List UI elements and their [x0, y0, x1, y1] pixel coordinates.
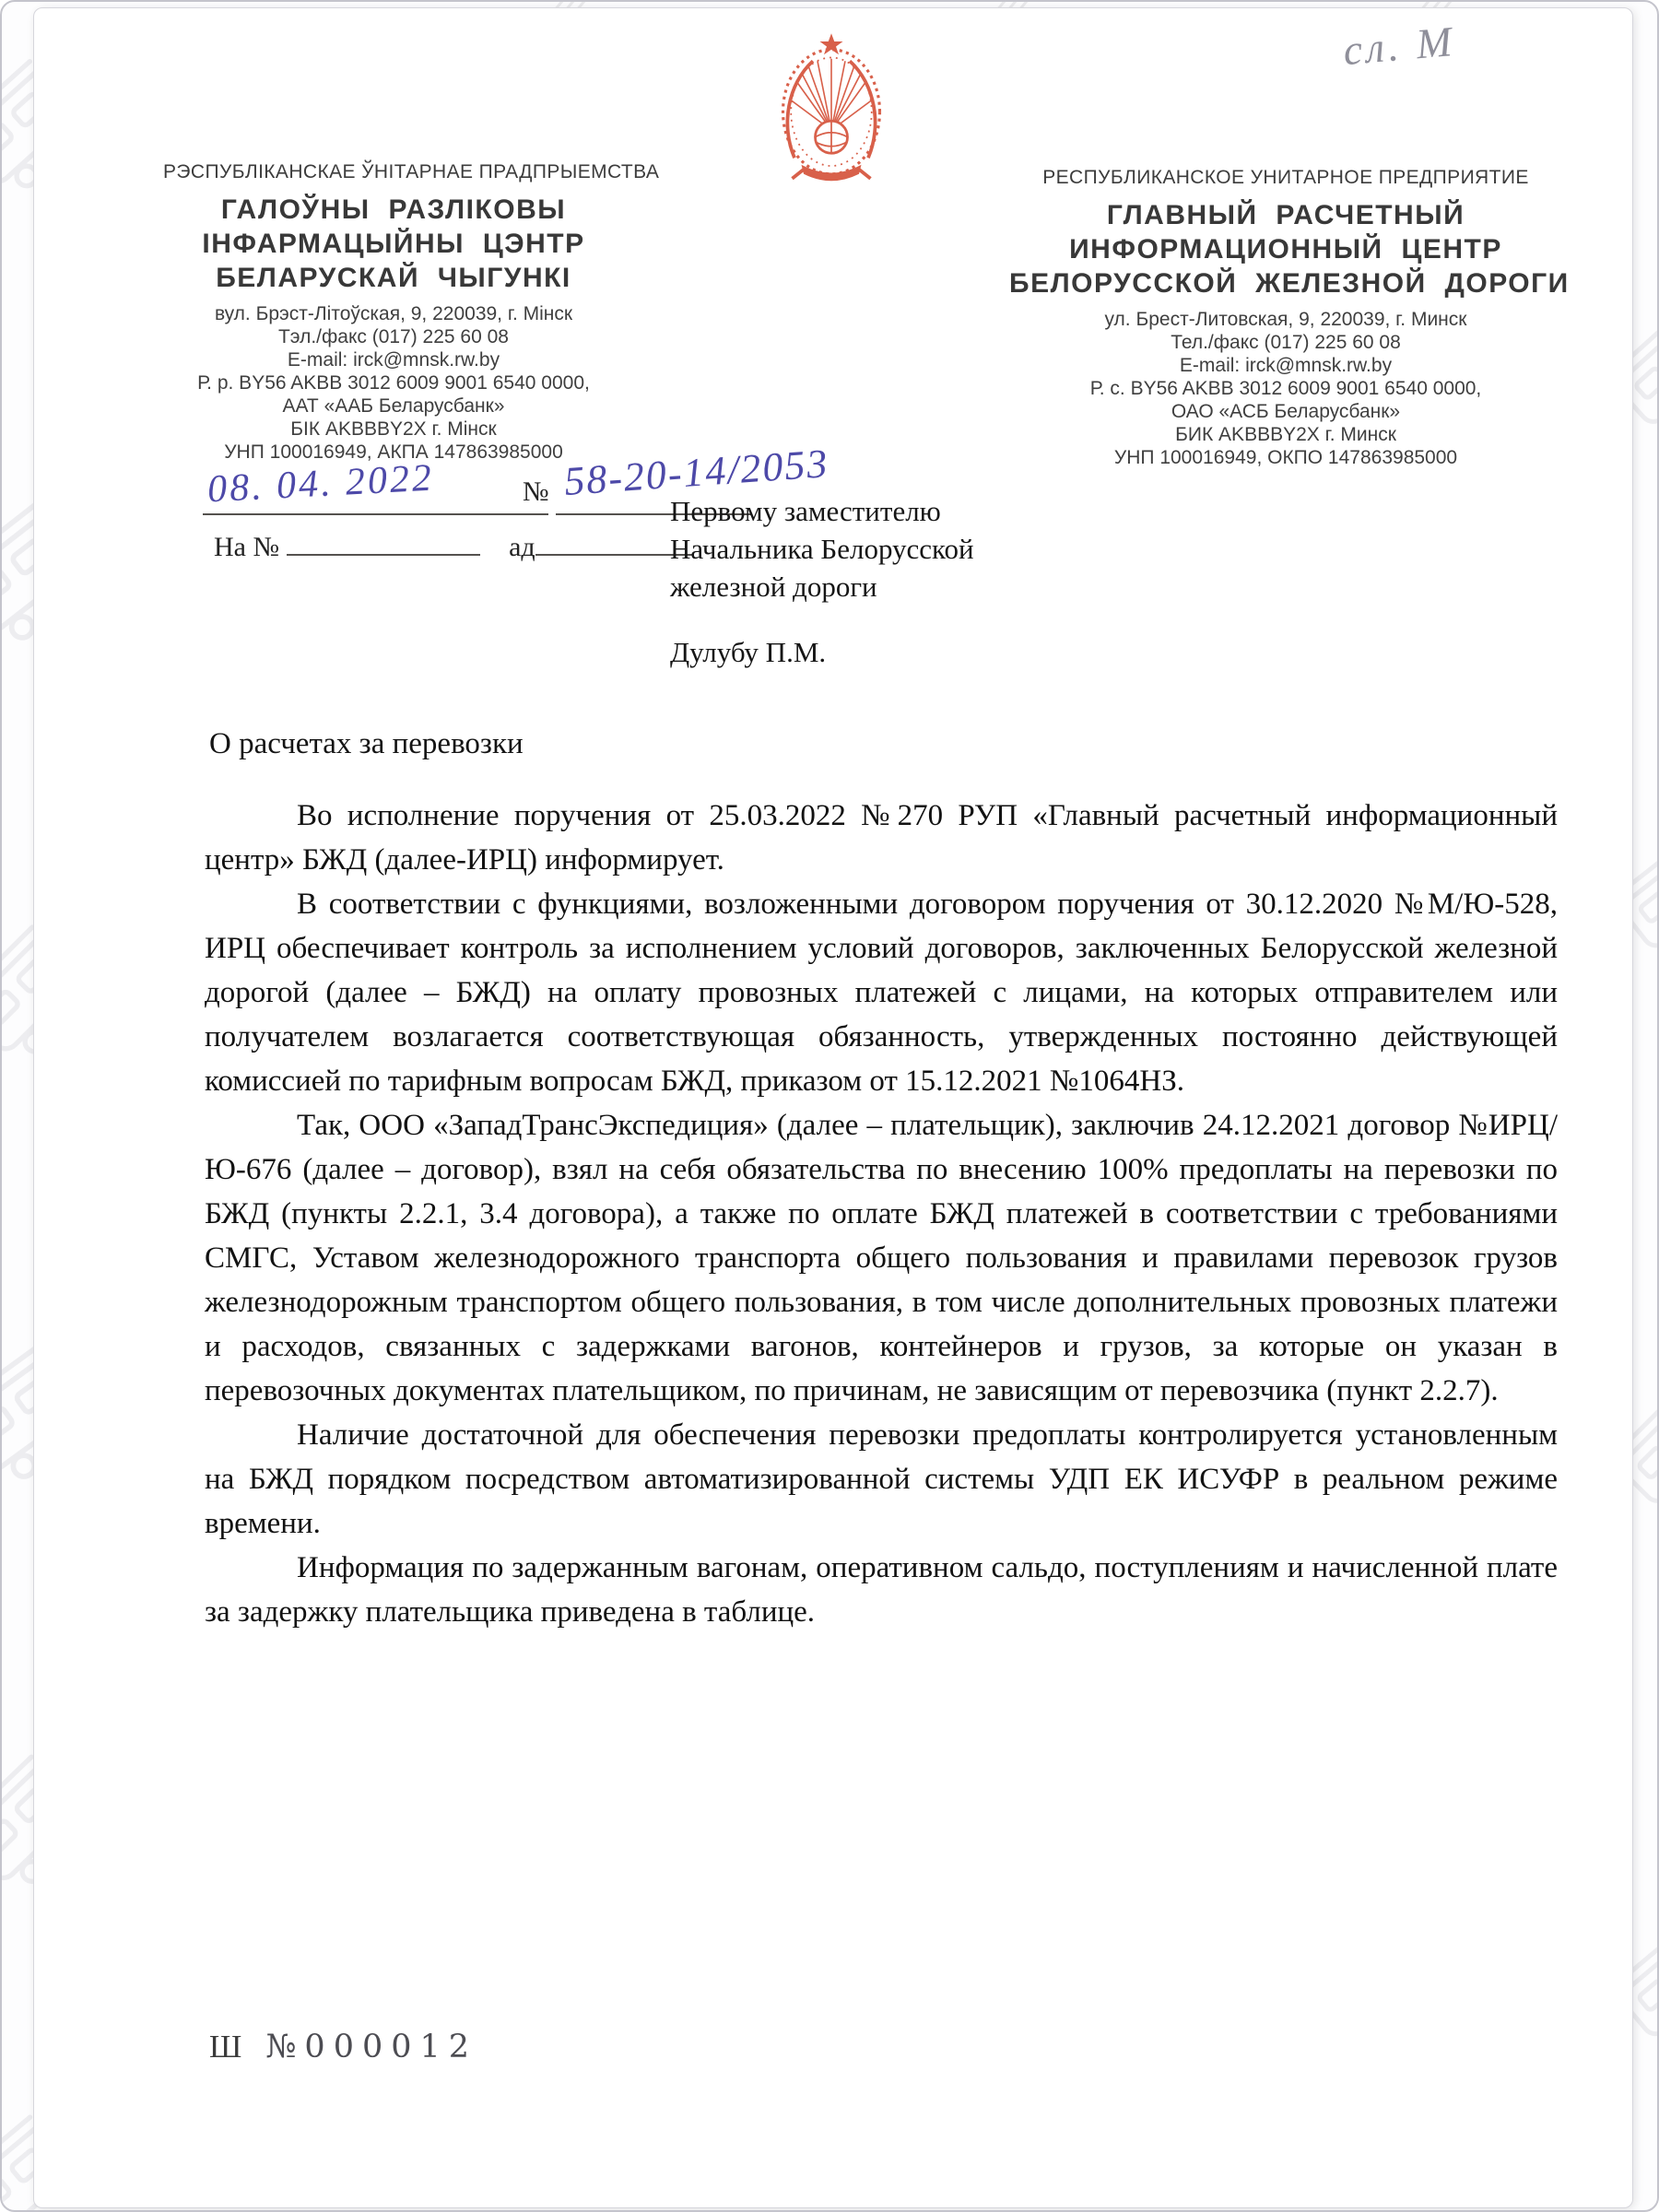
letterhead-left-country: РЭСПУБЛІКАНСКАЕ ЎНІТАРНАЕ ПРАДПРЫЕМСТВА: [163, 161, 660, 182]
addressee-name: Дулубу П.М.: [670, 636, 827, 668]
ids-line: УНП 100016949, АКПА 147863985000: [224, 441, 563, 463]
body-paragraph: Во исполнение поручения от 25.03.2022 №270 РУП «Главный расчетный информационный центр» БЖД (далее-ИРЦ) информирует.: [205, 799, 1558, 877]
subject-line: О расчетах за перевозки: [209, 727, 524, 760]
letterhead-right-contacts: [1009, 308, 1562, 469]
email-line: E-mail: irck@mnsk.rw.by: [1179, 355, 1393, 376]
belarus-coat-of-arms-icon: [762, 29, 900, 183]
ids-line: УНП 100016949, ОКПО 147863985000: [1113, 447, 1458, 468]
reply-number-blank: [287, 524, 480, 556]
address-line: ул. Брест-Литовская, 9, 220039, г. Минск: [1104, 309, 1467, 330]
letterhead-right-org-line: БЕЛОРУССКОЙ ЖЕЛЕЗНОЙ ДОРОГИ: [1009, 268, 1570, 299]
bic-line: БИК AKBBBY2X г. Минск: [1175, 424, 1396, 445]
number-sign: №: [523, 477, 549, 507]
body-paragraph: В соответствии с функциями, возложенными договором поручения от 30.12.2020 №М/Ю-528, ИРЦ обеспечивает контроль за исполнением условий договоров, заключенных Белорусской железной дорогой (далее – БЖД) на оплату провозных платежей с лицами, на которых отправителем или получателем возлагается соответствующая обязанность, утвержденных постоянно действующей комиссией по тарифным вопросам БЖД, приказом от 15.12.2021 №1064НЗ.: [205, 888, 1558, 1098]
letter-sheet: [33, 7, 1633, 2208]
letterhead-left-org-line: ІНФАРМАЦЫЙНЫ ЦЭНТР: [202, 229, 585, 259]
handwritten-outgoing-number: 58-20-14/2053: [562, 441, 830, 504]
bic-line: БІК AKBBBY2X г. Мінск: [290, 418, 497, 440]
handwritten-date: 08. 04. 2022: [206, 456, 436, 512]
bank-line: ААТ «ААБ Беларусбанк»: [282, 395, 505, 417]
form-stamp: [209, 2029, 477, 2065]
date-underline: [203, 513, 548, 515]
letterhead-right-org-line: ГЛАВНЫЙ РАСЧЕТНЫЙ: [1106, 200, 1465, 230]
stamp-number: №000012: [265, 2029, 478, 2065]
letterhead-right-country: РЕСПУБЛИКАНСКОЕ УНИТАРНОЕ ПРЕДПРИЯТИЕ: [1042, 167, 1529, 188]
address-line: вул. Брэст-Літоўская, 9, 220039, г. Мінск: [214, 303, 573, 324]
letterhead-left-contacts: [163, 302, 624, 464]
addressee-line: железной дороги: [670, 571, 877, 603]
letterhead-right: [1009, 167, 1570, 469]
letterhead-left-org-line: БЕЛАРУСКАЙ ЧЫГУНКІ: [216, 263, 571, 293]
account-line: Р. с. BY56 AKBB 3012 6009 9001 6540 0000,: [1089, 378, 1482, 399]
phone-line: Тел./факс (017) 225 60 08: [1171, 332, 1401, 353]
email-line: E-mail: irck@mnsk.rw.by: [287, 349, 500, 371]
body-paragraph: Так, ООО «ЗападТрансЭкспедиция» (далее – плательщик), заключив 24.12.2021 договор №ИРЦ/Ю-676 (далее – договор), взял на себя обязательства по внесению 100% предоплаты на перевозки по БЖД (пункты 2.2.1, 3.4 договора), а также по оплате БЖД платежей в соответствии с требованиями СМГС, Уставом железнодорожного транспорта общего пользования и правилами перевозок грузов железнодорожным транспортом общего пользования, в том числе дополнительных провозных платежи и расходов, связанных с задержками вагонов, контейнеров и грузов, за которые он указан в перевозочных документах плательщиком, по причинам, не зависящим от перевозчика (пункт 2.2.7).: [205, 1109, 1558, 1407]
addressee-line: Начальника Белорусской: [670, 533, 974, 565]
body-paragraph: Информация по задержанным вагонам, оперативном сальдо, поступлениям и начисленной плате за задержку плательщика приведена в таблице.: [205, 1551, 1558, 1629]
letterhead-left: [163, 161, 660, 464]
reply-ad-label: ад: [509, 532, 535, 562]
letterhead-right-org-line: ИНФОРМАЦИОННЫЙ ЦЕНТР: [1069, 234, 1502, 265]
bank-line: ОАО «АСБ Беларусбанк»: [1171, 401, 1401, 422]
stamp-letter: Ш: [209, 2029, 242, 2065]
reply-date-blank: [535, 524, 692, 556]
addressee-block: [670, 492, 974, 671]
body-paragraph: Наличие достаточной для обеспечения перевозки предоплаты контролируется установленным на БЖД порядком посредством автоматизированной системы УДП ЕК ИСУФР в реальном режиме времени.: [205, 1418, 1558, 1540]
letter-body: [205, 794, 1558, 1634]
letterhead-left-org-line: ГАЛОЎНЫ РАЗЛІКОВЫ: [220, 194, 567, 225]
addressee-line: Первому заместителю: [670, 495, 941, 527]
reply-reference-line: [214, 524, 692, 563]
account-line: Р. р. BY56 AKBB 3012 6009 9001 6540 0000,: [197, 372, 590, 394]
phone-line: Тэл./факс (017) 225 60 08: [277, 326, 509, 347]
handwritten-initials: сл. М: [1341, 17, 1458, 75]
reply-na-label: На №: [214, 532, 280, 562]
